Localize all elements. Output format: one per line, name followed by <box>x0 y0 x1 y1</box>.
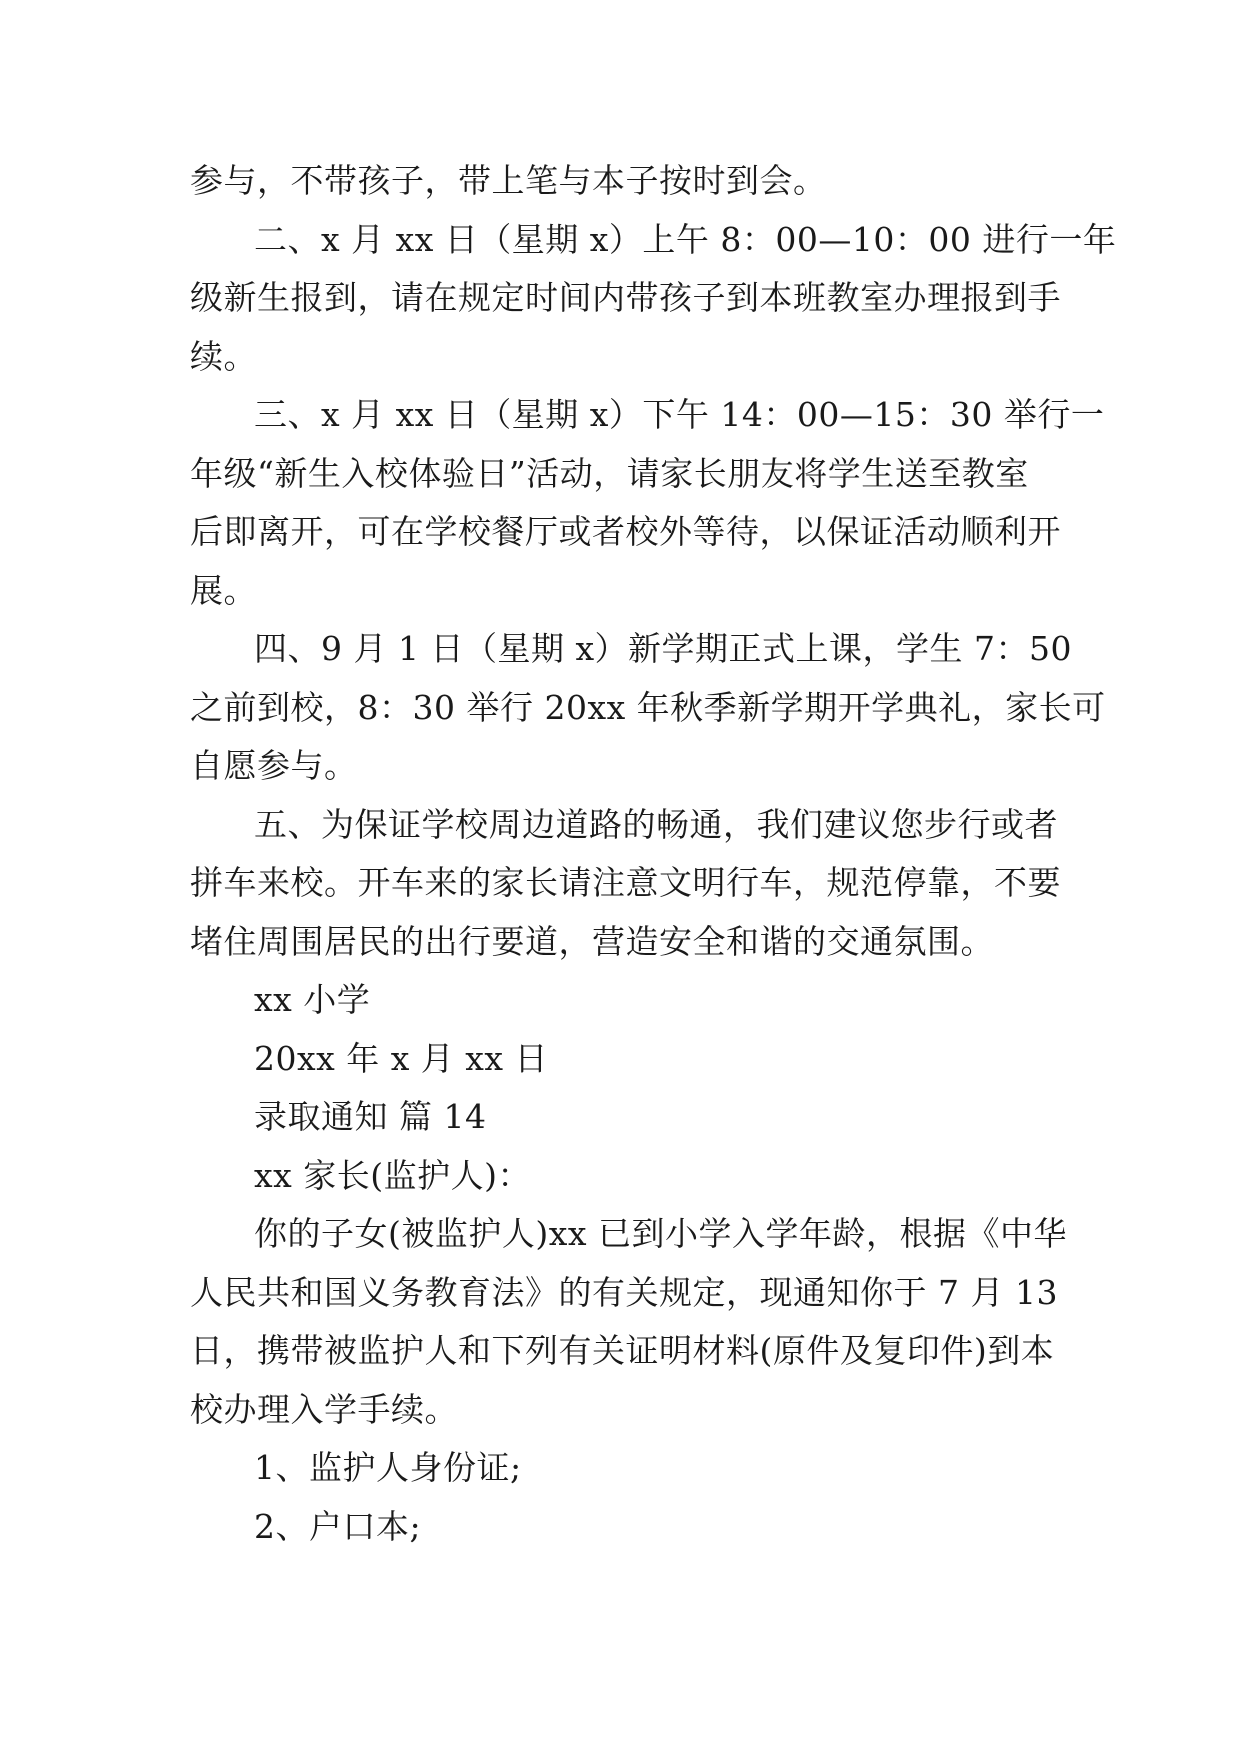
section-heading: 录取通知 篇 14 <box>254 1097 487 1136</box>
salutation: xx 家长(监护人)： <box>254 1155 531 1195</box>
text-line-6: 年级“新生入校体验日”活动，请家长朋友将学生送至教室 <box>190 453 1029 493</box>
text-line-14: 堵住周围居民的出行要道，营造安全和谐的交通氛围。 <box>190 921 994 961</box>
text-line-20: 人民共和国义务教育法》的有关规定，现通知你于 7 月 13 <box>190 1272 1058 1312</box>
text-line-10: 之前到校，8：30 举行 20xx 年秋季新学期开学典礼，家长可 <box>190 687 1106 727</box>
text-line-2: 二、x 月 xx 日（星期 x）上午 8：00—10：00 进行一年 <box>254 219 1117 259</box>
text-line-3: 级新生报到，请在规定时间内带孩子到本班教室办理报到手 <box>190 278 1061 317</box>
text-line-19: 你的子女(被监护人)xx 已到小学入学年龄，根据《中华 <box>254 1214 1067 1253</box>
text-line-9: 四、9 月 1 日（星期 x）新学期正式上课，学生 7：50 <box>254 629 1073 668</box>
text-line-7: 后即离开，可在学校餐厅或者校外等待，以保证活动顺利开 <box>190 512 1061 551</box>
school-signature: xx 小学 <box>254 980 371 1019</box>
text-line-11: 自愿参与。 <box>190 746 358 785</box>
text-line-21: 日，携带被监护人和下列有关证明材料(原件及复印件)到本 <box>190 1331 1055 1370</box>
text-line-8: 展。 <box>190 570 257 610</box>
document-body <box>190 152 1117 1556</box>
text-line-5: 三、x 月 xx 日（星期 x）下午 14：00—15：30 举行一 <box>254 395 1105 434</box>
list-item-1: 1、监护人身份证; <box>254 1448 522 1487</box>
text-line-22: 校办理入学手续。 <box>190 1389 458 1429</box>
text-line-13: 拼车来校。开车来的家长请注意文明行车，规范停靠，不要 <box>190 863 1061 902</box>
text-line-12: 五、为保证学校周边道路的畅通，我们建议您步行或者 <box>254 804 1058 844</box>
signature-date: 20xx 年 x 月 xx 日 <box>254 1038 548 1078</box>
list-item-2: 2、户口本; <box>254 1506 422 1546</box>
text-line-4: 续。 <box>190 336 257 376</box>
text-line-1: 参与，不带孩子，带上笔与本子按时到会。 <box>190 161 827 200</box>
